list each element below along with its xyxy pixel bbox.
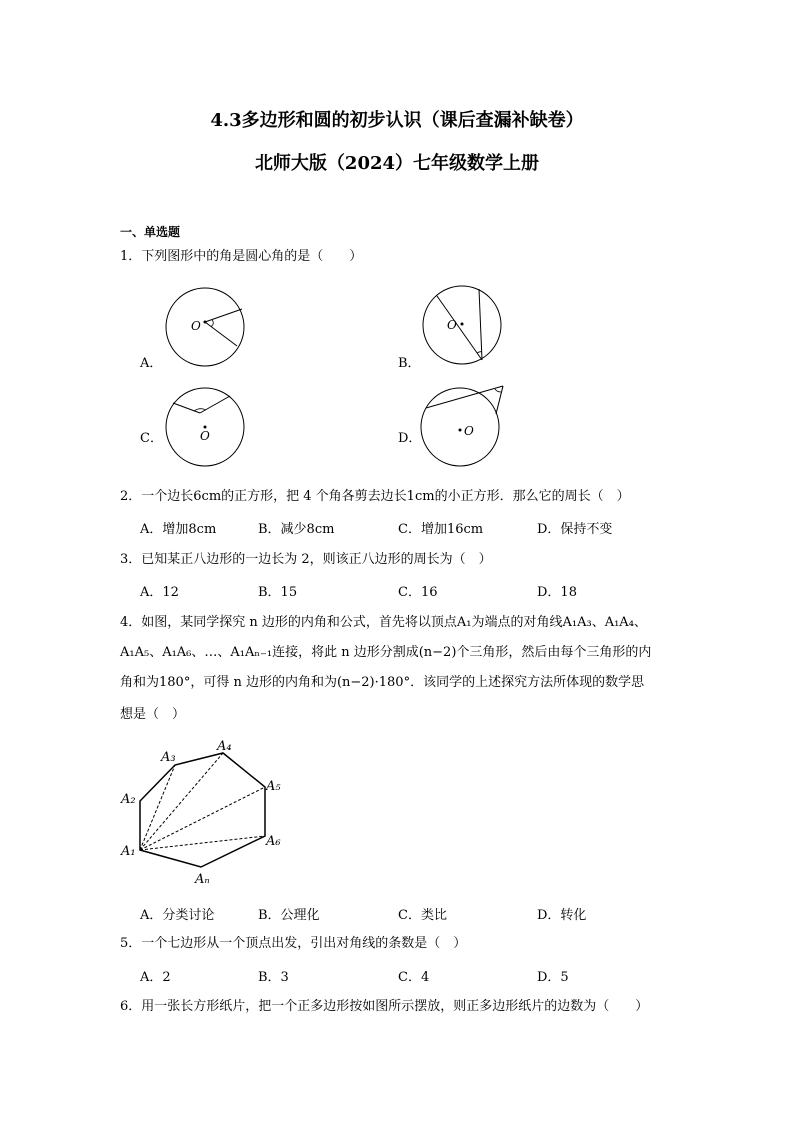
vertex-label-a2: A₂ — [121, 792, 136, 807]
center-label: O — [464, 424, 474, 438]
q4-option-a[interactable]: A．分类讨论 — [140, 908, 215, 923]
diagonal-a1a3 — [140, 765, 175, 850]
circle-shape — [166, 288, 244, 366]
center-label: O — [447, 318, 457, 332]
question-4-line-3: 角和为180°，可得 n 边形的内角和为(n−2)·180°．该同学的上述探究方法所体现的数学思 — [120, 675, 645, 690]
center-label: O — [200, 429, 210, 443]
q3-option-d[interactable]: D．18 — [537, 585, 577, 600]
question-4-line-4: 想是（ ） — [120, 707, 186, 722]
question-2-stem: 2．一个边长6cm的正方形，把 4 个角各剪去边长1cm的小正方形．那么它的周长（ ） — [120, 489, 630, 504]
diagonal-a1a6 — [140, 836, 265, 850]
question-4-line-2: A₁A₅、A₁A₆、…、A₁Aₙ₋₁连接，将此 n 边形分割成(n−2)个三角形，然后由每个三角形的内 — [120, 645, 652, 660]
q1-figure-b — [417, 282, 507, 372]
q1-figure-a — [160, 282, 250, 372]
q5-option-c[interactable]: C．4 — [398, 970, 430, 985]
vertex-label-a5: A₅ — [266, 779, 281, 794]
q5-option-d[interactable]: D．5 — [537, 970, 569, 985]
question-4-line-1: 4．如图，某同学探究 n 边形的内角和公式，首先将以顶点A₁为端点的对角线A₁A₃、A₁A₄、 — [120, 615, 647, 630]
q4-option-d[interactable]: D．转化 — [537, 908, 587, 923]
section-heading: 一、单选题 — [120, 225, 181, 239]
vertex-label-an: Aₙ — [195, 872, 210, 887]
q5-option-a[interactable]: A．2 — [140, 970, 171, 985]
q4-polygon-figure — [115, 733, 295, 893]
center-label: O — [191, 319, 201, 333]
q2-option-b[interactable]: B．减少8cm — [258, 522, 335, 537]
q4-option-b[interactable]: B．公理化 — [258, 908, 320, 923]
q1-figure-d — [417, 380, 512, 470]
q4-option-c[interactable]: C．类比 — [398, 908, 447, 923]
page-subtitle: 北师大版（2024）七年级数学上册 — [254, 153, 540, 174]
vertex-label-a6: A₆ — [266, 834, 281, 849]
vertex-label-a4: A₄ — [217, 739, 232, 754]
diagonal-a1a5 — [140, 787, 265, 850]
q3-option-a[interactable]: A．12 — [140, 585, 179, 600]
question-5-stem: 5．一个七边形从一个顶点出发，引出对角线的条数是（ ） — [120, 936, 467, 951]
q3-option-b[interactable]: B．15 — [258, 585, 298, 600]
vertex-label-a3: A₃ — [161, 750, 176, 765]
diagonal-a1a4 — [140, 753, 223, 850]
q1-option-a-label: A． — [140, 356, 163, 371]
q1-option-b-label: B． — [398, 356, 421, 371]
q3-option-c[interactable]: C．16 — [398, 585, 438, 600]
page-title: 4.3多边形和圆的初步认识（课后查漏补缺卷） — [210, 110, 584, 131]
question-1-stem: 1．下列图形中的角是圆心角的是（ ） — [120, 249, 363, 264]
vertex-label-a1: A₁ — [121, 844, 136, 859]
q5-option-b[interactable]: B．3 — [258, 970, 289, 985]
question-3-stem: 3．已知某正八边形的一边长为 2，则该正八边形的周长为（ ） — [120, 552, 492, 567]
q1-option-c-label: C． — [140, 431, 163, 446]
q2-option-c[interactable]: C．增加16cm — [398, 522, 484, 537]
q1-option-d-label: D． — [398, 431, 422, 446]
q2-option-a[interactable]: A．增加8cm — [140, 522, 217, 537]
circle-shape — [421, 388, 499, 466]
q2-option-d[interactable]: D．保持不变 — [537, 522, 613, 537]
polygon-outline — [140, 753, 265, 867]
question-6-stem: 6．用一张长方形纸片，把一个正多边形按如图所示摆放，则正多边形纸片的边数为（ ） — [120, 999, 649, 1014]
q1-figure-c — [160, 383, 250, 473]
